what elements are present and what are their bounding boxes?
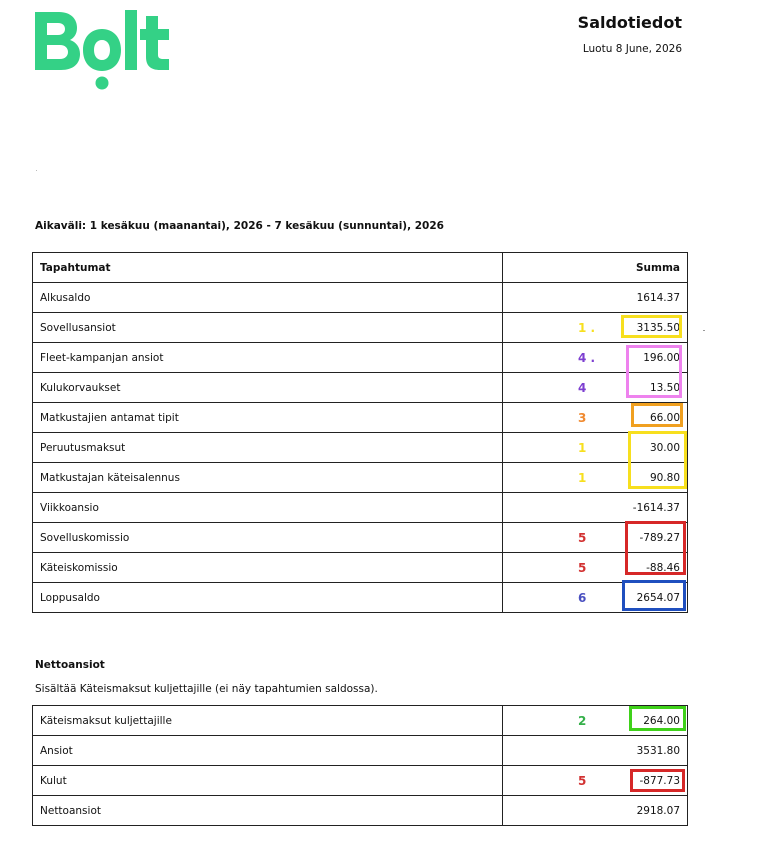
row-amount — [503, 463, 688, 493]
row-label: Nettoansiot — [33, 796, 503, 826]
amount-value: -789.27 — [639, 531, 680, 544]
row-label: Kulukorvaukset — [33, 373, 503, 403]
row-label: Sovellusansiot — [33, 313, 503, 343]
row-label: Matkustajan käteisalennus — [33, 463, 503, 493]
table-row — [33, 766, 688, 796]
amount-value: 196.00 — [643, 351, 680, 364]
amount-value: 264.00 — [643, 714, 680, 727]
table-row — [33, 523, 688, 553]
row-amount — [503, 706, 688, 736]
row-label: Kulut — [33, 766, 503, 796]
document-title: Saldotiedot — [577, 13, 682, 32]
row-amount — [503, 343, 688, 373]
row-amount — [503, 403, 688, 433]
table-row — [33, 313, 688, 343]
table-row — [33, 796, 688, 826]
table-row — [33, 463, 688, 493]
amount-value: 1614.37 — [636, 291, 680, 304]
row-amount — [503, 283, 688, 313]
amount-value: 2918.07 — [636, 804, 680, 817]
table-row — [33, 403, 688, 433]
row-label: Matkustajien antamat tipit — [33, 403, 503, 433]
row-amount — [503, 766, 688, 796]
annotation-number: 4 — [578, 380, 587, 395]
row-amount — [503, 313, 688, 343]
amount-value: 3531.80 — [636, 744, 680, 757]
net-earnings-table — [32, 705, 688, 826]
annotation-number: 1 — [578, 440, 587, 455]
row-label: Fleet-kampanjan ansiot — [33, 343, 503, 373]
amount-value: -1614.37 — [632, 501, 680, 514]
annotation-number: 3 — [578, 410, 587, 425]
table-row — [33, 736, 688, 766]
annotation-number: 4 . — [578, 350, 596, 365]
row-label: Loppusaldo — [33, 583, 503, 613]
amount-value: -877.73 — [639, 774, 680, 787]
amount-value: 13.50 — [649, 381, 680, 394]
amount-value: 90.80 — [649, 471, 680, 484]
balance-table — [32, 252, 688, 613]
row-amount — [503, 553, 688, 583]
annotation-number: 1 . — [578, 320, 596, 335]
annotation-number: 5 — [578, 530, 587, 545]
row-amount — [503, 796, 688, 826]
table-row — [33, 373, 688, 403]
stray-mark — [703, 330, 705, 331]
row-label: Ansiot — [33, 736, 503, 766]
table-row — [33, 283, 688, 313]
bolt-logo — [35, 10, 175, 90]
row-label: Peruutusmaksut — [33, 433, 503, 463]
period-label: Aikaväli: 1 kesäkuu (maanantai), 2026 - 7 kesäkuu (sunnuntai), 2026 — [35, 220, 444, 232]
column-header-events: Tapahtumat — [33, 253, 503, 283]
row-amount — [503, 583, 688, 613]
annotation-number: 6 — [578, 590, 587, 605]
row-label: Alkusaldo — [33, 283, 503, 313]
row-amount — [503, 523, 688, 553]
annotation-number: 5 — [578, 560, 587, 575]
column-header-amount: Summa — [503, 253, 688, 283]
table-row — [33, 553, 688, 583]
net-section-subtitle: Sisältää Käteismaksut kuljettajille (ei näy tapahtumien saldossa). — [35, 683, 378, 695]
annotation-number: 1 — [578, 470, 587, 485]
row-amount — [503, 433, 688, 463]
net-section-title: Nettoansiot — [35, 659, 105, 671]
annotation-number: 5 — [578, 773, 587, 788]
table-row — [33, 343, 688, 373]
amount-value: 3135.50 — [636, 321, 680, 334]
table-row — [33, 433, 688, 463]
stray-dot — [36, 170, 37, 171]
row-label: Viikkoansio — [33, 493, 503, 523]
table-header-row — [33, 253, 688, 283]
row-amount — [503, 736, 688, 766]
amount-value: 66.00 — [649, 411, 680, 424]
table-row — [33, 706, 688, 736]
table-row — [33, 583, 688, 613]
created-date: Luotu 8 June, 2026 — [582, 43, 682, 55]
row-amount — [503, 493, 688, 523]
annotation-number: 2 — [578, 713, 587, 728]
row-label: Sovelluskomissio — [33, 523, 503, 553]
row-label: Käteiskomissio — [33, 553, 503, 583]
row-label: Käteismaksut kuljettajille — [33, 706, 503, 736]
amount-value: -88.46 — [646, 561, 680, 574]
amount-value: 2654.07 — [636, 591, 680, 604]
table-row — [33, 493, 688, 523]
row-amount — [503, 373, 688, 403]
amount-value: 30.00 — [649, 441, 680, 454]
